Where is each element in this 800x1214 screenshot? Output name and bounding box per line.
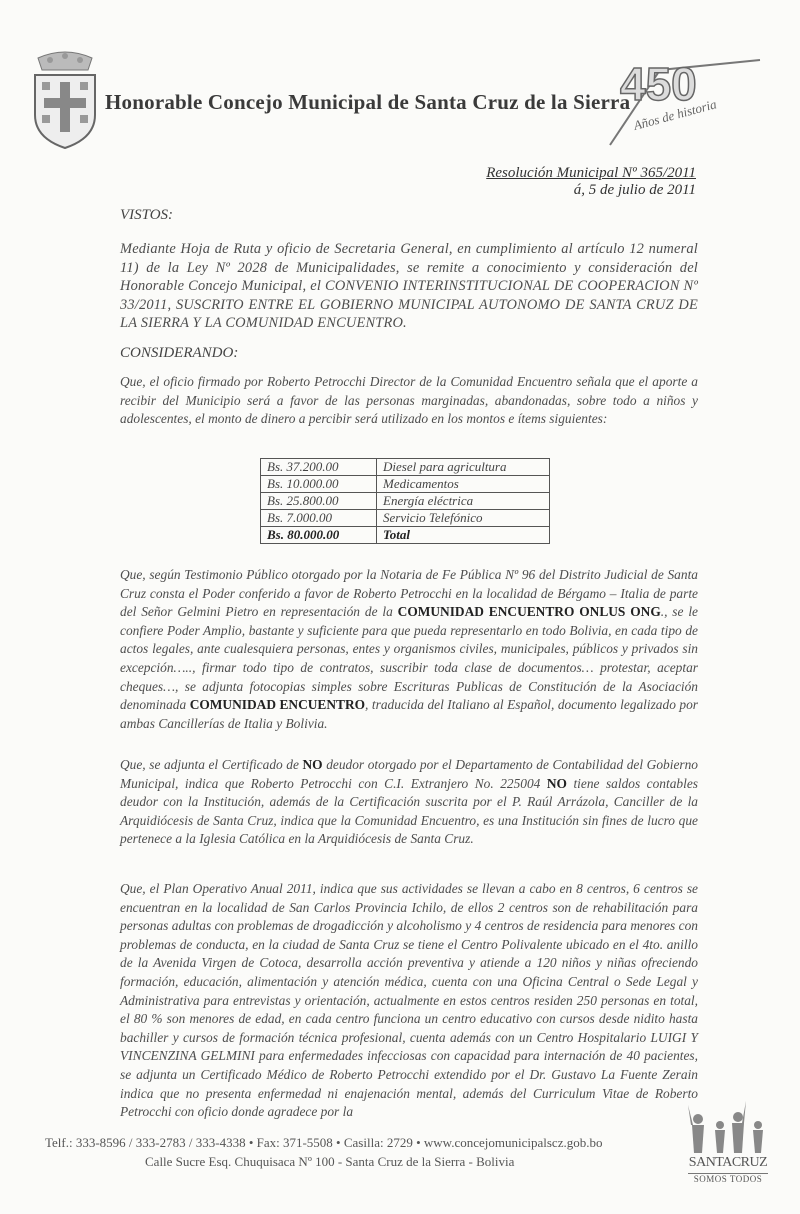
p2-bold-comunidad: COMUNIDAD ENCUENTRO (189, 697, 366, 713)
table-row (261, 476, 550, 493)
p3-text-c: deudor otorgado por el Departamento de Contabilidad del Gobierno Municipal, indica que Roberto Petrocchi con C.I. Extranjero No. 225004 (120, 757, 698, 791)
vistos-paragraph: Mediante Hoja de Ruta y oficio de Secretaria General, en cumplimiento al artículo 12 numeral 11) de la Ley Nº 2028 de Municipalidades, se remite a conocimiento y consideración del Honorable Concejo Municipal, el CONVENIO INTERINSTITUCIONAL DE COOPERACION Nº 33/2011, SUSCRITO ENTRE EL GOBIERNO MUNICIPAL AUTONOMO DE SANTA CRUZ DE LA SIERRA Y LA COMUNIDAD ENCUENTRO. (120, 241, 698, 331)
p2-text-a: Que, según Testimonio Público otorgado por la Notaria de Fe Pública Nº 96 del Distrito Judicial de Santa Cruz consta el Poder conferido a favor de Roberto Petrocchi en la localidad de Bérgamo – Italia de parte del Señor Gelmini Pietro en representación de la (120, 567, 698, 620)
total-label: Total (377, 527, 550, 544)
considerando-paragraph-3 (120, 756, 698, 849)
vistos-title: VISTOS: (120, 207, 174, 223)
santa-cruz-logo (680, 1095, 776, 1184)
coat-of-arms-icon (30, 50, 100, 150)
row-item: Medicamentos (377, 476, 550, 493)
anniversary-caption: Años de historia (631, 96, 719, 133)
table-total-row (261, 527, 550, 544)
anniversary-450-logo-icon (600, 50, 770, 150)
footer-contact (45, 1133, 602, 1171)
people-figures-icon (680, 1095, 776, 1157)
considerando-paragraph-4: Que, el Plan Operativo Anual 2011, indica que sus actividades se llevan a cabo en 8 centros, 6 centros se encuentran en la localidad de San Carlos Provincia Ichilo, de ellos 2 centros son de rehabilitación para personas adultas con problemas de drogadicción y alcoholismo y 4 centros de residencia para menores con problemas de conducta, en la ciudad de Santa Cruz se tiene el Centro Polivalente ubicado en el 4to. anillo de la Avenida Virgen de Cotoca, desarrolla acción preventiva y atiende a 120 niños y niñas ofreciendo formación, educación, alimentación y atención médica, cuenta con una Oficina Central o Sede Legal y Administrativa para entrevistas y orientación, actualmente en estos centros residen 250 personas en total, el 80 % son menores de edad, en cada centro funciona un centro educativo con cursos desde nidito hasta bachiller y cursos de formación técnica profesional, cuenta además con un Centro Hospitalario LUIGI Y VINCENZINA GELMINI para enfermedades infecciosas con capacidad para internación de 40 pacientes, se adjunta un Certificado Médico de Roberto Petrocchi extendido por el Dr. Gustavo La Fuente Zerain indica que no presenta enfermedad ni enajenación mental, además del Curriculum Vitae de Roberto Petrocchi con oficio donde agradece por la (120, 881, 698, 1120)
footer-contact-line: Telf.: 333-8596 / 333-2783 / 333-4338 • Fax: 371-5508 • Casilla: 2729 • www.concejomunicipalscz.gob.bo (45, 1135, 603, 1150)
considerando-title: CONSIDERANDO: (120, 345, 239, 361)
resolution-number: Resolución Municipal Nº 365/2011 (486, 165, 696, 181)
p2-bold-ong: COMUNIDAD ENCUENTRO ONLUS ONG (397, 604, 661, 620)
brand-slogan: SOMOS TODOS (688, 1173, 768, 1184)
row-amount: Bs. 10.000.00 (261, 476, 377, 493)
table-row (261, 493, 550, 510)
row-item: Servicio Telefónico (377, 510, 550, 527)
total-amount: Bs. 80.000.00 (261, 527, 377, 544)
p3-bold-no-2: NO (546, 775, 567, 791)
letterhead (0, 0, 800, 160)
p2-text-e: , traducida del Italiano al Español, documento legalizado por ambas Cancillerías de Italia y Bolivia. (120, 697, 698, 731)
p3-text-a: Que, se adjunta el Certificado de (120, 757, 303, 772)
brand-name: SANTACRUZ (688, 1155, 768, 1170)
p3-bold-no-1: NO (302, 757, 323, 772)
organization-name: Honorable Concejo Municipal de Santa Cruz de la Sierra (105, 90, 631, 114)
row-amount: Bs. 25.800.00 (261, 493, 377, 510)
resolution-heading (486, 165, 696, 199)
table-row (261, 459, 550, 476)
row-item: Diesel para agricultura (377, 459, 550, 476)
table-row (261, 510, 550, 527)
anniversary-number: 450 (620, 58, 697, 110)
p2-text-c: ., se le confiere Poder Amplio, bastante y suficiente para que pueda representarlo en todo Bolivia, en cada tipo de actos legales, ante cualesquiera personas, entes y organismos civiles, municipales, públicos y privados sin excepción….., firmar todo tipo de contratos, suscribir toda clase de documentos… protestar, aceptar cheques…, se adjunta fotocopias simples sobre Escrituras Publicas de Constitución de la Asociación denominada (120, 604, 698, 713)
considerando-paragraph-2 (120, 566, 698, 733)
budget-table (260, 458, 550, 544)
resolution-date: á, 5 de julio de 2011 (573, 182, 696, 198)
row-amount: Bs. 7.000.00 (261, 510, 377, 527)
row-amount: Bs. 37.200.00 (261, 459, 377, 476)
p3-text-e: tiene saldos contables deudor con la Institución, además de la Certificación suscrita por el P. Raúl Arrázola, Canciller de la Arquidiócesis de Santa Cruz, indica que la Comunidad Encuentro, es una Institución sin fines de lucro que pertenece a la Iglesia Católica en la Arquidiócesis de Santa Cruz. (120, 775, 698, 847)
considerando-paragraph-1: Que, el oficio firmado por Roberto Petrocchi Director de la Comunidad Encuentro señala que el aporte a recibir del Municipio será a favor de las personas marginadas, abandonadas, sobre todo a niños y adolescentes, el monto de dinero a percibir será utilizado en los montos e ítems siguientes: (120, 374, 698, 427)
row-item: Energía eléctrica (377, 493, 550, 510)
footer-address-line: Calle Sucre Esq. Chuquisaca Nº 100 - Santa Cruz de la Sierra - Bolivia (145, 1154, 515, 1169)
